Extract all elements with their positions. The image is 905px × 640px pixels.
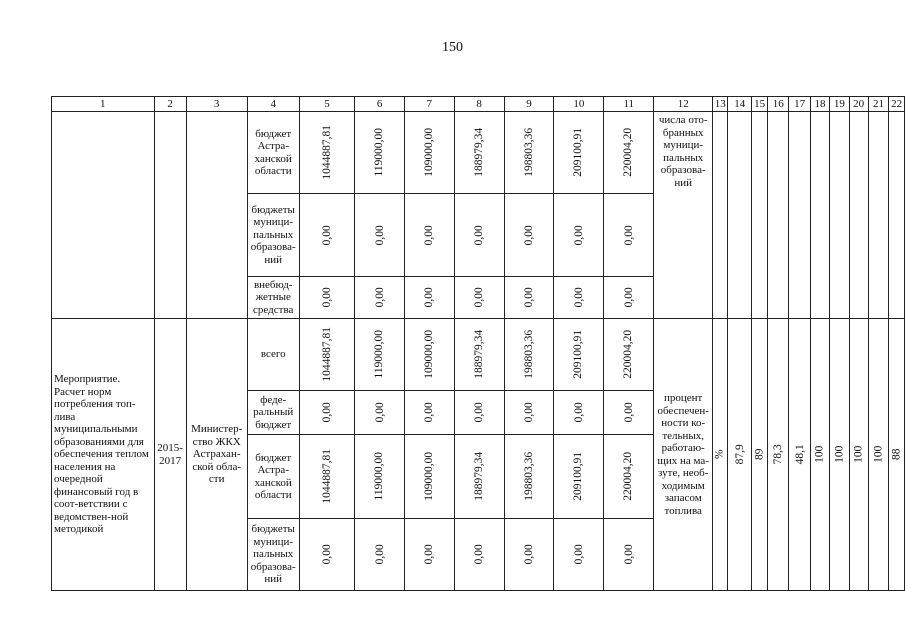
target-value — [830, 319, 849, 591]
amount-cell — [504, 194, 554, 277]
column-header: 17 — [789, 97, 811, 112]
amount-cell — [504, 112, 554, 194]
target-cell-empty — [849, 112, 868, 319]
column-header: 16 — [768, 97, 789, 112]
amount-cell — [554, 519, 604, 591]
amount-cell — [454, 519, 504, 591]
amount-cell — [355, 277, 404, 319]
target-cell-empty — [728, 112, 752, 319]
column-header: 21 — [868, 97, 888, 112]
amount-cell — [454, 435, 504, 519]
amount-cell — [299, 519, 355, 591]
column-header: 5 — [299, 97, 355, 112]
target-value — [889, 319, 905, 591]
amount-cell-text: 0,00 — [622, 402, 635, 423]
amount-cell-text: 0,00 — [472, 402, 485, 423]
amount-cell — [454, 319, 504, 391]
amount-cell-text: 0,00 — [572, 287, 585, 308]
amount-cell — [504, 319, 554, 391]
column-header: 2 — [154, 97, 186, 112]
column-header: 18 — [810, 97, 829, 112]
target-value-text: 88 — [890, 448, 903, 461]
amount-cell — [604, 194, 654, 277]
column-header: 1 — [52, 97, 155, 112]
amount-cell-text: 0,00 — [572, 224, 585, 246]
column-header: 7 — [404, 97, 454, 112]
amount-cell-text: 0,00 — [423, 287, 435, 308]
amount-cell — [299, 277, 355, 319]
amount-cell — [504, 277, 554, 319]
amount-cell — [299, 194, 355, 277]
amount-cell — [404, 435, 454, 519]
measure-name: Мероприятие. Расчет норм потребления топ-лива муниципальными образованиями для обеспечения теплом населения на очередной финансовый год в соот-ветствии с ведомствен-ной методикой — [52, 319, 155, 591]
funding-source: феде-ральный бюджет — [247, 391, 299, 435]
amount-cell-text: 0,00 — [622, 224, 635, 246]
amount-cell-text: 0,00 — [522, 402, 535, 423]
implementation-period: 2015-2017 — [154, 319, 186, 591]
indicator-name: процент обеспечен-ности ко-тельных, работаю-щих на ма-зуте, необ-ходимым запасом топлива — [654, 319, 713, 591]
funding-source: бюджет Астра-ханской области — [247, 435, 299, 519]
unit-cell — [713, 319, 728, 591]
amount-cell-text: 220004,20 — [622, 128, 635, 177]
amount-cell — [299, 391, 355, 435]
unit-cell-text: % — [714, 449, 726, 460]
amount-cell — [604, 519, 654, 591]
amount-cell — [554, 194, 604, 277]
funding-source: внебюд-жетные средства — [247, 277, 299, 319]
amount-cell — [299, 112, 355, 194]
amount-cell — [299, 319, 355, 391]
amount-cell — [604, 112, 654, 194]
amount-cell — [355, 112, 404, 194]
target-value-text: 100 — [852, 445, 865, 464]
amount-cell-text: 198803,36 — [522, 330, 535, 379]
amount-cell-text: 198803,36 — [522, 128, 535, 177]
amount-cell — [404, 112, 454, 194]
target-value-text: 48,1 — [793, 444, 806, 465]
amount-cell — [554, 391, 604, 435]
amount-cell-text: 0,00 — [320, 544, 333, 565]
amount-cell-text: 198803,36 — [522, 452, 535, 501]
amount-cell-text: 0,00 — [522, 544, 535, 565]
amount-cell-text: 1044887,81 — [320, 327, 333, 382]
amount-cell-text: 188979,34 — [472, 452, 485, 501]
target-value-text: 100 — [813, 445, 826, 464]
amount-cell — [404, 391, 454, 435]
column-header: 6 — [355, 97, 404, 112]
amount-cell — [404, 194, 454, 277]
funding-source: бюджеты муници-пальных образова-ний — [247, 194, 299, 277]
funding-source: бюджет Астра-ханской области — [247, 112, 299, 194]
column-header: 13 — [713, 97, 728, 112]
amount-cell-text: 0,00 — [423, 402, 435, 423]
amount-cell — [404, 277, 454, 319]
amount-cell — [355, 194, 404, 277]
amount-cell-text: 0,00 — [373, 544, 386, 565]
amount-cell — [454, 194, 504, 277]
target-cell-empty — [789, 112, 811, 319]
amount-cell-text: 0,00 — [622, 287, 635, 308]
target-value — [849, 319, 868, 591]
amount-cell-text: 0,00 — [320, 402, 333, 423]
program-table — [51, 96, 905, 591]
amount-cell-text: 209100,91 — [572, 128, 585, 177]
amount-cell-text: 0,00 — [320, 287, 333, 308]
column-header: 11 — [604, 97, 654, 112]
target-value — [728, 319, 752, 591]
amount-cell — [355, 519, 404, 591]
amount-cell — [604, 277, 654, 319]
amount-cell-text: 220004,20 — [622, 330, 635, 379]
amount-cell — [554, 277, 604, 319]
target-value — [752, 319, 768, 591]
amount-cell — [604, 435, 654, 519]
amount-cell — [299, 435, 355, 519]
amount-cell-text: 0,00 — [622, 544, 635, 565]
target-value-text: 89 — [753, 448, 766, 461]
funding-source: всего — [247, 319, 299, 391]
target-cell-empty — [810, 112, 829, 319]
amount-cell-text: 0,00 — [472, 544, 485, 565]
target-value-text: 100 — [872, 445, 885, 464]
amount-cell-text: 0,00 — [373, 287, 386, 308]
target-cell-empty — [768, 112, 789, 319]
amount-cell-text: 188979,34 — [472, 128, 485, 177]
indicator-name: числа ото-бранных муници-пальных образова-ний — [654, 112, 713, 319]
amount-cell — [604, 319, 654, 391]
amount-cell-text: 0,00 — [572, 402, 585, 423]
target-value-text: 78,3 — [771, 444, 784, 465]
amount-cell-text: 1044887,81 — [320, 449, 333, 504]
amount-cell-text: 0,00 — [472, 224, 485, 246]
page-number: 150 — [442, 40, 463, 55]
amount-cell — [554, 319, 604, 391]
column-header: 15 — [752, 97, 768, 112]
amount-cell-text: 209100,91 — [572, 452, 585, 501]
target-cell-empty — [889, 112, 905, 319]
target-value — [789, 319, 811, 591]
column-header: 22 — [889, 97, 905, 112]
target-cell-empty — [713, 112, 728, 319]
amount-cell — [454, 391, 504, 435]
amount-cell-text: 109000,00 — [423, 128, 435, 177]
amount-cell — [355, 391, 404, 435]
target-cell-empty — [752, 112, 768, 319]
amount-cell-text: 220004,20 — [622, 452, 635, 501]
column-header: 8 — [454, 97, 504, 112]
amount-cell-text: 0,00 — [423, 224, 435, 246]
amount-cell — [504, 391, 554, 435]
amount-cell — [404, 319, 454, 391]
amount-cell — [404, 519, 454, 591]
funding-source: бюджеты муници-пальных образова-ний — [247, 519, 299, 591]
table-row — [52, 319, 905, 391]
amount-cell — [504, 519, 554, 591]
target-cell-empty — [868, 112, 888, 319]
executor-name: Министер-ство ЖКХ Астрахан-ской обла-сти — [186, 319, 247, 591]
amount-cell-text: 0,00 — [423, 544, 435, 565]
measure-cell-empty — [52, 112, 155, 319]
column-header: 9 — [504, 97, 554, 112]
amount-cell-text: 188979,34 — [472, 330, 485, 379]
column-header: 19 — [830, 97, 849, 112]
amount-cell-text: 209100,91 — [572, 330, 585, 379]
amount-cell — [355, 319, 404, 391]
amount-cell — [454, 112, 504, 194]
amount-cell-text: 0,00 — [373, 402, 386, 423]
header-row — [52, 97, 905, 112]
target-value-text: 87,9 — [733, 444, 746, 465]
amount-cell-text: 0,00 — [522, 224, 535, 246]
column-header: 10 — [554, 97, 604, 112]
amount-cell — [454, 277, 504, 319]
amount-cell-text: 0,00 — [373, 224, 386, 246]
column-header: 20 — [849, 97, 868, 112]
amount-cell — [554, 435, 604, 519]
target-value — [868, 319, 888, 591]
amount-cell-text: 119000,00 — [373, 330, 386, 379]
amount-cell-text: 119000,00 — [373, 128, 386, 177]
target-value — [810, 319, 829, 591]
amount-cell-text: 109000,00 — [423, 330, 435, 379]
target-value — [768, 319, 789, 591]
amount-cell-text: 109000,00 — [423, 452, 435, 501]
amount-cell-text: 0,00 — [320, 224, 333, 246]
column-header: 14 — [728, 97, 752, 112]
executor-cell-empty — [186, 112, 247, 319]
amount-cell-text: 119000,00 — [373, 452, 386, 501]
amount-cell-text: 0,00 — [572, 544, 585, 565]
amount-cell-text: 0,00 — [472, 287, 485, 308]
table-row — [52, 112, 905, 194]
amount-cell — [504, 435, 554, 519]
amount-cell — [355, 435, 404, 519]
target-value-text: 100 — [833, 445, 846, 464]
amount-cell — [604, 391, 654, 435]
amount-cell-text: 1044887,81 — [320, 125, 333, 180]
period-cell-empty — [154, 112, 186, 319]
amount-cell-text: 0,00 — [522, 287, 535, 308]
target-cell-empty — [830, 112, 849, 319]
amount-cell — [554, 112, 604, 194]
column-header: 3 — [186, 97, 247, 112]
column-header: 4 — [247, 97, 299, 112]
column-header: 12 — [654, 97, 713, 112]
